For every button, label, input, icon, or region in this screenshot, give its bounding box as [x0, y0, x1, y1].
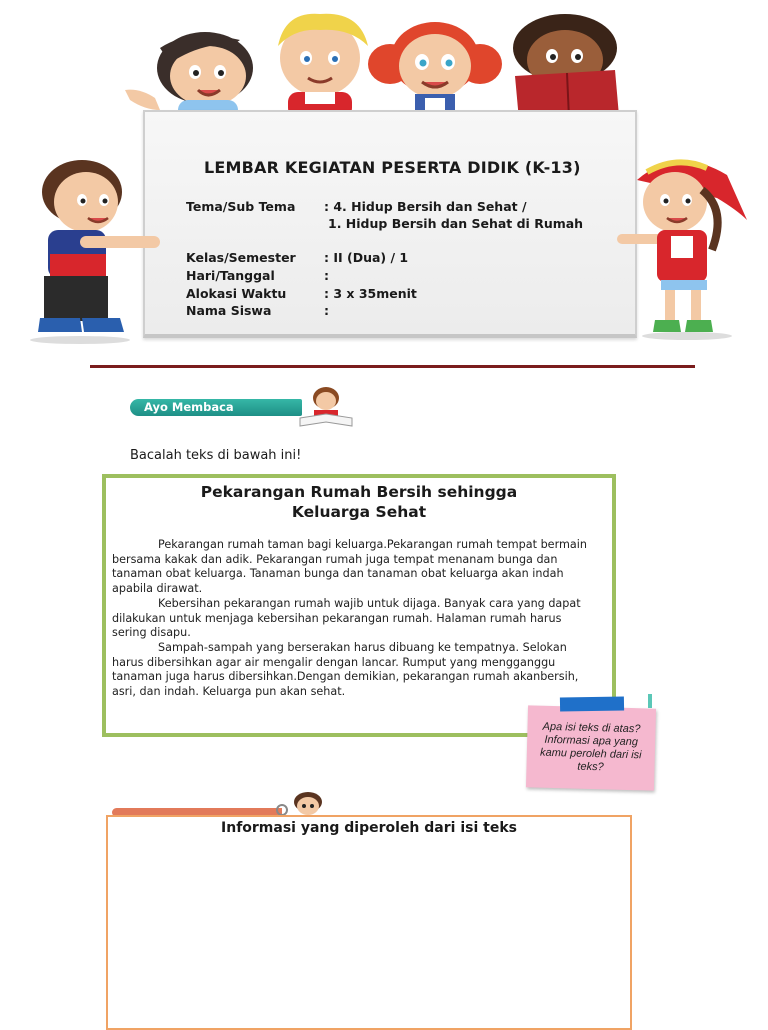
info-value-alokasi: : 3 x 35menit — [324, 286, 417, 301]
reading-title-line2: Keluarga Sehat — [291, 503, 427, 521]
sticky-line-2: Informasi apa yang — [544, 733, 639, 749]
sticky-pin — [648, 694, 652, 708]
sticky-line-1: Apa isi teks di atas? — [542, 720, 641, 736]
girl-cap-pointing-illustration — [617, 150, 752, 340]
reading-paragraph-1: Pekarangan rumah taman bagi keluarga.Pekarangan rumah tempat bermain bersama kakak dan adik. Pekarangan rumah juga tempat menanam bunga dan tanaman obat keluarga. Tanaman bunga dan tanaman obat keluarga akan indah apabila dirawat. — [112, 538, 587, 595]
reading-paragraph-3: Sampah-sampah yang berserakan harus dibuang ke tempatnya. Selokan harus dibersihkan agar air mengalir dengan lancar. Rumput yang mengganggu tanaman juga harus dibersihkan.Dengan demikian, pekarangan rumah akanbersih, asri, dan indah. Keluarga pun akan sehat. — [112, 641, 579, 698]
info-label-hari: Hari/Tanggal — [186, 268, 275, 283]
info-label-kelas: Kelas/Semester — [186, 250, 296, 265]
info-label-tema: Tema/Sub Tema — [186, 199, 296, 214]
section-divider — [90, 365, 695, 368]
sticky-tape — [560, 696, 624, 711]
girl-red-hair-illustration — [360, 14, 510, 114]
answer-box-title: Informasi yang diperoleh dari isi teks — [221, 820, 517, 836]
info-label-nama: Nama Siswa — [186, 303, 272, 318]
sticky-line-3: kamu peroleh dari isi — [539, 746, 642, 762]
answer-box[interactable] — [106, 815, 632, 1030]
info-value-tema: : 4. Hidup Bersih dan Sehat / — [324, 199, 527, 214]
reading-instruction: Bacalah teks di bawah ini! — [130, 448, 302, 463]
reading-title-line1: Pekarangan Rumah Bersih sehingga — [200, 483, 518, 501]
info-value-hari: : — [324, 268, 329, 283]
boy-pushing-board-illustration — [20, 150, 168, 345]
page-title: LEMBAR KEGIATAN PESERTA DIDIK (K-13) — [204, 158, 581, 177]
thinking-child-icon — [274, 792, 334, 816]
question-sticky-note — [526, 705, 656, 790]
info-label-alokasi: Alokasi Waktu — [186, 286, 287, 301]
ayo-membaca-banner: Ayo Membaca — [130, 399, 302, 416]
info-value-kelas: : II (Dua) / 1 — [324, 250, 409, 265]
sticky-line-4: teks? — [577, 760, 604, 774]
info-value-subtema: 1. Hidup Bersih dan Sehat di Rumah — [328, 216, 584, 231]
info-value-nama: : — [324, 303, 329, 318]
reading-paragraph-2: Kebersihan pekarangan rumah wajib untuk dijaga. Banyak cara yang dapat dilakukan untuk menjaga kebersihan pekarangan rumah. Halaman rumah harus sering disapu. — [112, 597, 581, 640]
boy-curly-reading-book-illustration — [497, 8, 632, 120]
reading-child-icon — [296, 384, 356, 428]
